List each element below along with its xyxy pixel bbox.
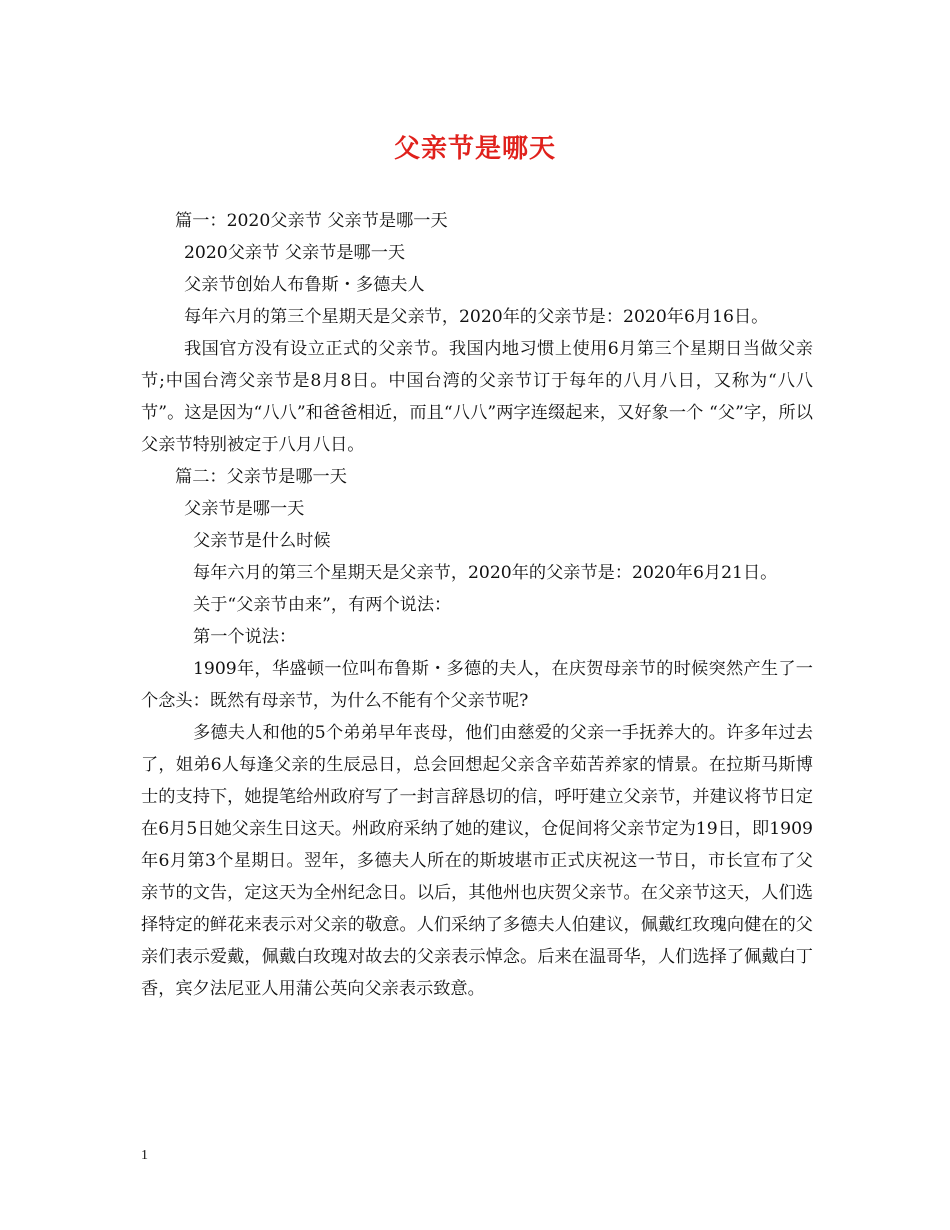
document-title: 父亲节是哪天: [393, 134, 556, 164]
paragraph-section-one-heading: 篇一：2020父亲节 父亲节是哪一天: [175, 211, 448, 231]
paragraph-china-fathers-day: 我国官方没有设立正式的父亲节。我国内地习惯上使用6月第三个星期日当做父亲节;中国台湾父亲节是8月8日。中国台湾的父亲节订于每年的八月八日，又称为“八八节”。这是因为“八八”和爸爸相近，而且“八八”两字连缀起来，又好象一个 “父”字，所以父亲节特别被定于八月八日。: [141, 339, 813, 455]
document-body: [141, 205, 813, 1005]
paragraph-section-one-subtitle: 2020父亲节 父亲节是哪一天: [184, 243, 406, 263]
paragraph-section-two-heading: 篇二：父亲节是哪一天: [175, 467, 347, 487]
paragraph-dodd-story: 多德夫人和他的5个弟弟早年丧母，他们由慈爱的父亲一手抚养大的。许多年过去了，姐弟6人每逢父亲的生辰忌日，总会回想起父亲含辛茹苦养家的情景。在拉斯马斯博士的支持下，她提笔给州政府写了一封言辞恳切的信，呼吁建立父亲节，并建议将节日定在6月5日她父亲生日这天。州政府采纳了她的建议，仓促间将父亲节定为19日，即1909年6月第3个星期日。翌年，多德夫人所在的斯坡堪市正式庆祝这一节日，市长宣布了父亲节的文告，定这天为全州纪念日。以后，其他州也庆贺父亲节。在父亲节这天，人们选择特定的鲜花来表示对父亲的敬意。人们采纳了多德夫人伯建议，佩戴红玫瑰向健在的父亲们表示爱戴，佩戴白玫瑰对故去的父亲表示悼念。后来在温哥华，人们选择了佩戴白丁香，宾夕法尼亚人用蒲公英向父亲表示致意。: [141, 723, 813, 999]
paragraph-first-origin-heading: 第一个说法：: [193, 627, 297, 647]
page-number: 1: [141, 1148, 148, 1163]
paragraph-founder-line: 父亲节创始人布鲁斯・多德夫人: [184, 275, 425, 295]
paragraph-when-is-fathers-day: 父亲节是什么时候: [193, 531, 331, 551]
paragraph-1909-origin: 1909年，华盛顿一位叫布鲁斯・多德的夫人，在庆贺母亲节的时候突然产生了一个念头：既然有母亲节，为什么不能有个父亲节呢?: [141, 659, 813, 711]
paragraph-date-2020-june-21: 每年六月的第三个星期天是父亲节，2020年的父亲节是：2020年6月21日。: [193, 563, 778, 583]
paragraph-section-two-subtitle: 父亲节是哪一天: [184, 499, 305, 519]
paragraph-date-2020-june-16: 每年六月的第三个星期天是父亲节，2020年的父亲节是：2020年6月16日。: [184, 307, 769, 327]
paragraph-two-origins: 关于“父亲节由来”，有两个说法：: [193, 595, 452, 615]
